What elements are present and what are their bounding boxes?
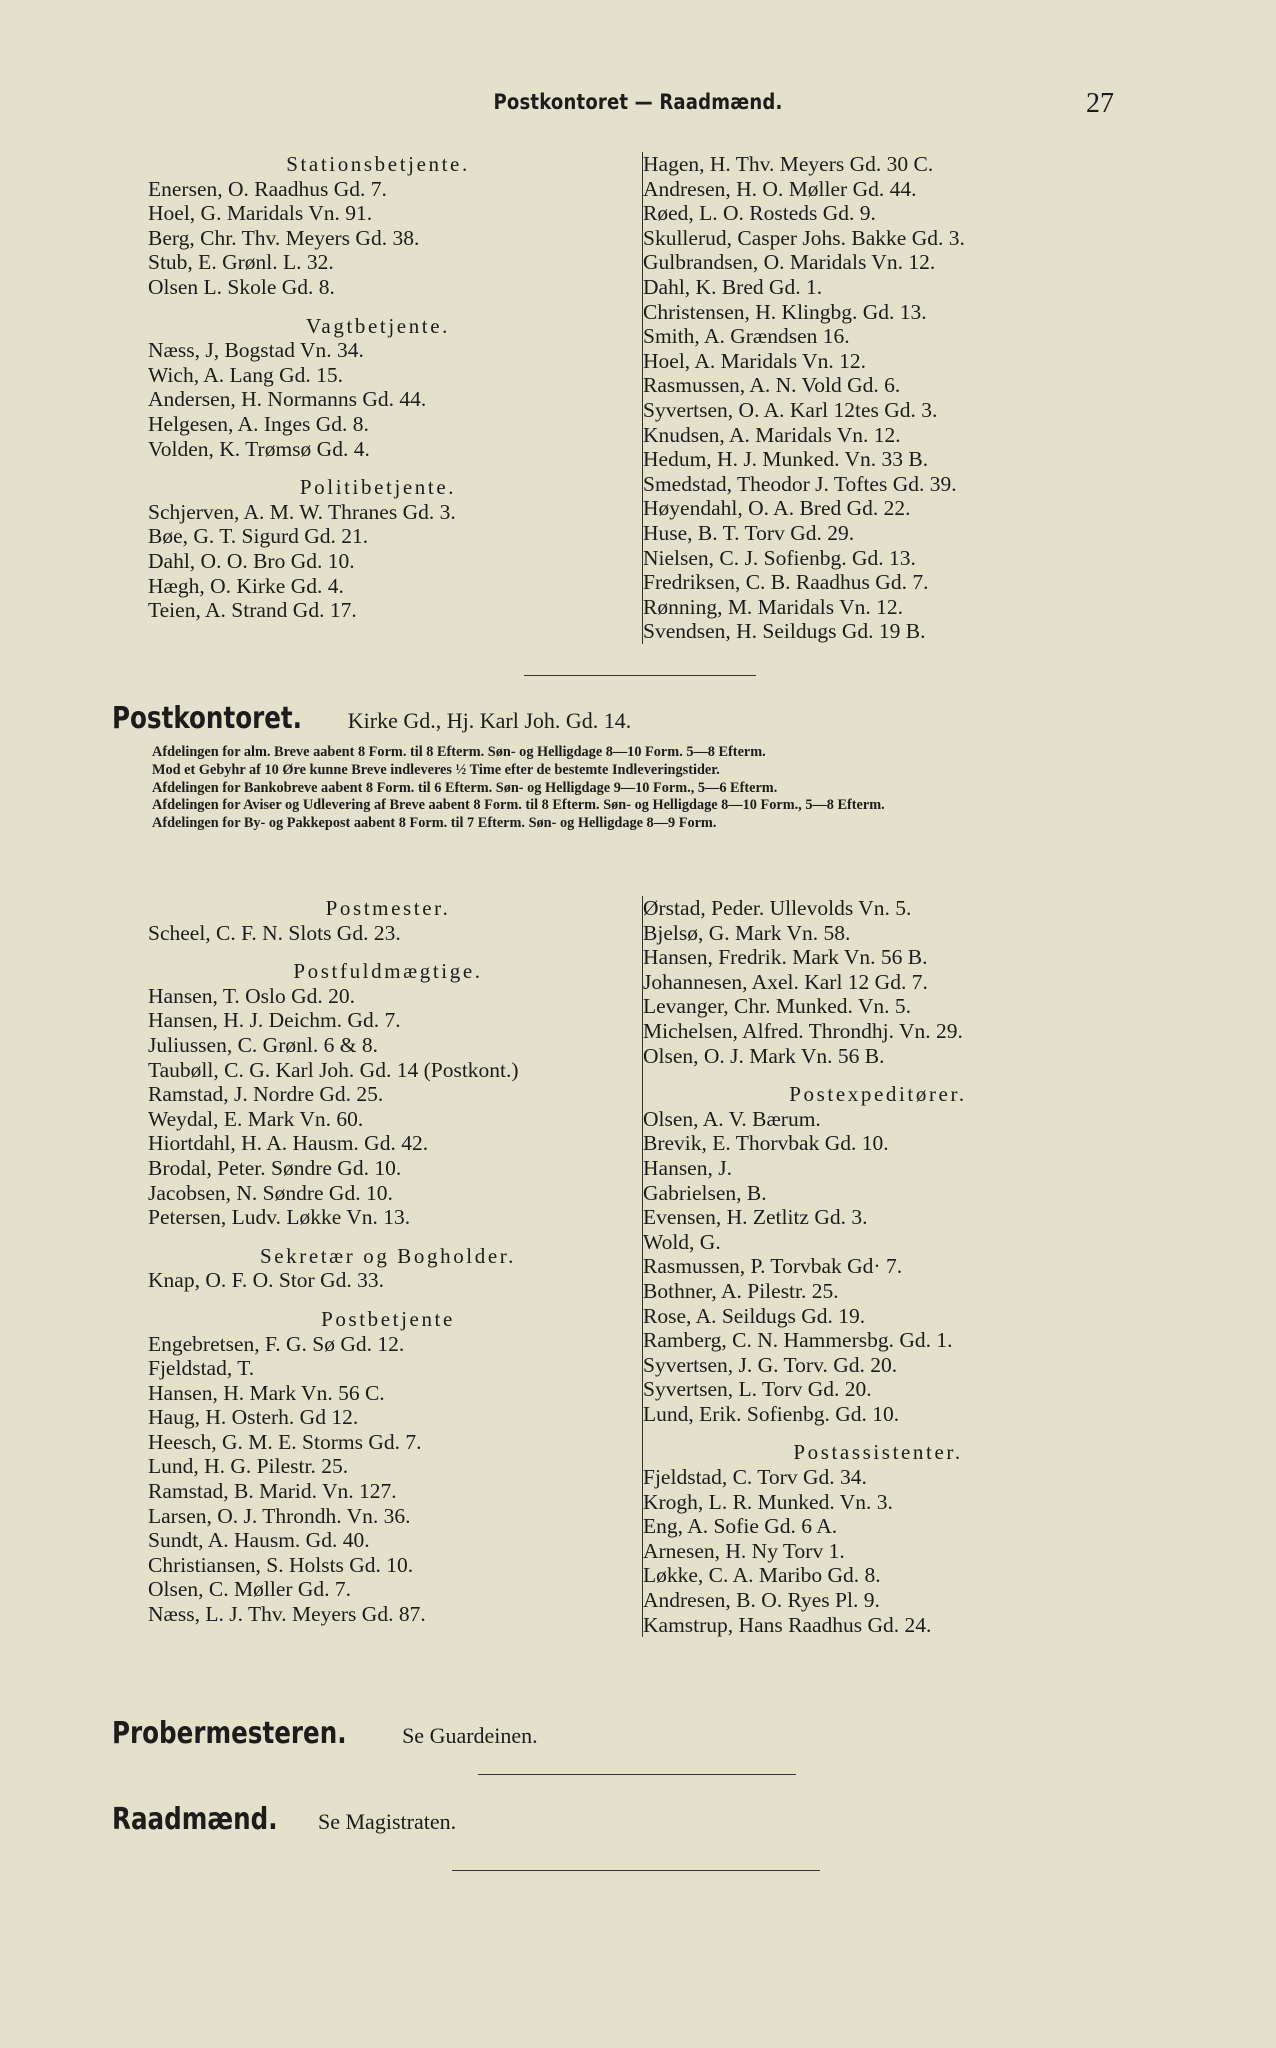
postkontoret-title: Postkontoret.: [112, 701, 303, 736]
list-item: Juliussen, C. Grønl. 6 & 8.: [148, 1032, 378, 1057]
list-item: Rønning, M. Maridals Vn. 12.: [643, 594, 903, 619]
list-postfuldmaegtige: [148, 984, 628, 1230]
list-item: Knudsen, A. Maridals Vn. 12.: [643, 422, 901, 447]
list-item: Syvertsen, O. A. Karl 12tes Gd. 3.: [643, 397, 938, 422]
list-stationsbetjente: [148, 177, 608, 300]
list-item: Kamstrup, Hans Raadhus Gd. 24.: [643, 1612, 932, 1637]
list-item: Fredriksen, C. B. Raadhus Gd. 7.: [643, 570, 929, 595]
list-item: Hansen, J.: [643, 1155, 732, 1180]
list-item: Løkke, C. A. Maribo Gd. 8.: [643, 1563, 881, 1588]
list-item: Skullerud, Casper Johs. Bakke Gd. 3.: [643, 225, 965, 250]
page-header: [0, 88, 1276, 128]
running-head: Postkontoret — Raadmænd.: [493, 90, 783, 114]
list-item: Heesch, G. M. E. Storms Gd. 7.: [148, 1429, 422, 1454]
list-item: Eng, A. Sofie Gd. 6 A.: [643, 1514, 838, 1539]
list-item: Knap, O. F. O. Stor Gd. 33.: [148, 1268, 384, 1293]
list-item: Hansen, T. Oslo Gd. 20.: [148, 983, 356, 1008]
list-item: Fjeldstad, C. Torv Gd. 34.: [643, 1465, 867, 1490]
list-item: Rasmussen, A. N. Vold Gd. 6.: [643, 373, 901, 398]
list-item: Johannesen, Axel. Karl 12 Gd. 7.: [643, 969, 928, 994]
opening-hours-note: Mod et Gebyhr af 10 Øre kunne Breve indleveres ½ Time efter de bestemte Indleveringstider.: [152, 761, 720, 778]
list-item: Syvertsen, J. G. Torv. Gd. 20.: [643, 1352, 898, 1377]
list-item: Krogh, L. R. Munked. Vn. 3.: [643, 1489, 893, 1514]
list-item: Hoel, A. Maridals Vn. 12.: [643, 348, 866, 373]
page-number: 27: [1086, 88, 1114, 119]
probermesteren-ref: Se Guardeinen.: [402, 1723, 538, 1748]
opening-hours-note: Afdelingen for Bankobreve aabent 8 Form. til 6 Efterm. Søn- og Helligdage 9—10 Form., 5—6 Efterm.: [152, 779, 778, 796]
section-heading-postbetjente: Postbetjente: [321, 1306, 455, 1331]
list-item: Hægh, O. Kirke Gd. 4.: [148, 573, 344, 598]
list-item: Næss, L. J. Thv. Meyers Gd. 87.: [148, 1602, 426, 1627]
list-item: Taubøll, C. G. Karl Joh. Gd. 14 (Postkont.): [148, 1057, 519, 1082]
list-item: Smedstad, Theodor J. Toftes Gd. 39.: [643, 471, 957, 496]
list-item: Gabrielsen, B.: [643, 1180, 767, 1205]
list-item: Andresen, H. O. Møller Gd. 44.: [643, 176, 917, 201]
top-left-column: [148, 152, 608, 623]
postkontoret-address: Kirke Gd., Hj. Karl Joh. Gd. 14.: [347, 708, 632, 733]
section-heading-politibetjente: Politibetjente.: [299, 475, 457, 500]
list-item: Hansen, H. Mark Vn. 56 C.: [148, 1380, 385, 1405]
list-item: Høyendahl, O. A. Bred Gd. 22.: [643, 496, 911, 521]
list-item: Arnesen, H. Ny Torv 1.: [643, 1538, 845, 1563]
list-sekretaer: [148, 1268, 628, 1293]
section-divider: [524, 675, 756, 676]
list-item: Scheel, C. F. N. Slots Gd. 23.: [148, 920, 401, 945]
postkontoret-heading: [112, 701, 631, 736]
list-item: Andresen, B. O. Ryes Pl. 9.: [643, 1588, 880, 1613]
section-heading-stationsbetjente: Stationsbetjente.: [286, 152, 470, 176]
list-item: Teien, A. Strand Gd. 17.: [148, 598, 357, 623]
section-heading-postfuldmaegtige: Postfuldmægtige.: [293, 959, 483, 984]
list-item: Stub, E. Grønl. L. 32.: [148, 250, 334, 275]
opening-hours-notes: [112, 744, 1117, 833]
list-item: Hiortdahl, H. A. Hausm. Gd. 42.: [148, 1131, 429, 1156]
raadmaend-ref: Se Magistraten.: [318, 1809, 457, 1834]
raadmaend-heading: [112, 1802, 456, 1837]
list-postbetjente-continued: [643, 896, 1113, 1068]
opening-hours-note: Afdelingen for By- og Pakkepost aabent 8 Form. til 7 Efterm. Søn- og Helligdage 8—9 Form.: [152, 815, 717, 832]
list-item: Olsen, C. Møller Gd. 7.: [148, 1577, 352, 1602]
list-item: Syvertsen, L. Torv Gd. 20.: [643, 1377, 872, 1402]
list-postexpeditorer: [643, 1107, 1113, 1427]
list-item: Brodal, Peter. Søndre Gd. 10.: [148, 1155, 402, 1180]
list-item: Røed, L. O. Rosteds Gd. 9.: [643, 201, 876, 226]
list-item: Svendsen, H. Seildugs Gd. 19 B.: [643, 619, 926, 644]
list-item: Sundt, A. Hausm. Gd. 40.: [148, 1528, 370, 1553]
list-item: Weydal, E. Mark Vn. 60.: [148, 1106, 364, 1131]
bottom-left-column: [148, 896, 628, 1627]
list-item: Brevik, E. Thorvbak Gd. 10.: [643, 1131, 889, 1156]
list-item: Schjerven, A. M. W. Thranes Gd. 3.: [148, 499, 456, 524]
list-item: Fjeldstad, T.: [148, 1356, 255, 1381]
section-heading-postmester: Postmester.: [325, 896, 451, 920]
list-item: Ramstad, J. Nordre Gd. 25.: [148, 1082, 384, 1107]
list-item: Petersen, Ludv. Løkke Vn. 13.: [148, 1205, 411, 1230]
probermesteren-heading: [112, 1716, 538, 1751]
list-item: Larsen, O. J. Throndh. Vn. 36.: [148, 1503, 411, 1528]
list-item: Andersen, H. Normanns Gd. 44.: [148, 387, 427, 412]
list-postbetjente: [148, 1332, 628, 1627]
section-divider: [452, 1870, 820, 1871]
list-item: Hansen, H. J. Deichm. Gd. 7.: [148, 1008, 401, 1033]
opening-hours-note: Afdelingen for alm. Breve aabent 8 Form. til 8 Efterm. Søn- og Helligdage 8—10 Form. 5—8 Efterm.: [152, 744, 766, 760]
list-item: Helgesen, A. Inges Gd. 8.: [148, 411, 369, 436]
list-item: Bøe, G. T. Sigurd Gd. 21.: [148, 524, 369, 549]
list-item: Volden, K. Trømsø Gd. 4.: [148, 436, 370, 461]
top-right-column: [642, 152, 1113, 644]
list-item: Hedum, H. J. Munked. Vn. 33 B.: [643, 447, 929, 472]
list-item: Bjelsø, G. Mark Vn. 58.: [643, 920, 851, 945]
list-item: Lund, H. G. Pilestr. 25.: [148, 1454, 349, 1479]
list-item: Jacobsen, N. Søndre Gd. 10.: [148, 1180, 393, 1205]
list-item: Olsen, A. V. Bærum.: [643, 1106, 821, 1131]
list-item: Huse, B. T. Torv Gd. 29.: [643, 520, 855, 545]
list-item: Wich, A. Lang Gd. 15.: [148, 362, 343, 387]
list-item: Dahl, K. Bred Gd. 1.: [643, 274, 823, 299]
list-item: Rasmussen, P. Torvbak Gd· 7.: [643, 1254, 903, 1279]
list-item: Ramstad, B. Marid. Vn. 127.: [148, 1479, 397, 1504]
section-heading-vagtbetjente: Vagtbetjente.: [305, 313, 450, 338]
list-item: Rose, A. Seildugs Gd. 19.: [643, 1303, 866, 1328]
probermesteren-title: Probermesteren.: [112, 1716, 347, 1751]
list-item: Christiansen, S. Holsts Gd. 10.: [148, 1552, 414, 1577]
list-postassistenter: [643, 1465, 1113, 1637]
list-item: Hansen, Fredrik. Mark Vn. 56 B.: [643, 945, 928, 970]
list-politibetjente: [148, 500, 608, 623]
bottom-right-column: [642, 896, 1113, 1637]
list-item: Olsen L. Skole Gd. 8.: [148, 274, 335, 299]
list-item: Næss, J, Bogstad Vn. 34.: [148, 338, 364, 363]
list-item: Ørstad, Peder. Ullevolds Vn. 5.: [643, 896, 912, 920]
opening-hours-note: Afdelingen for Aviser og Udlevering af Breve aabent 8 Form. til 8 Efterm. Søn- og Helligdage 8—10 Form., 5—8 Efterm.: [152, 797, 885, 814]
raadmaend-title: Raadmænd.: [112, 1802, 278, 1837]
list-item: Berg, Chr. Thv. Meyers Gd. 38.: [148, 225, 420, 250]
list-item: Ramberg, C. N. Hammersbg. Gd. 1.: [643, 1328, 953, 1353]
list-item: Christensen, H. Klingbg. Gd. 13.: [643, 299, 927, 324]
list-item: Nielsen, C. J. Sofienbg. Gd. 13.: [643, 545, 916, 570]
list-item: Smith, A. Grændsen 16.: [643, 324, 850, 349]
list-stationsbetjente-continued: [643, 152, 1113, 644]
list-item: Gulbrandsen, O. Maridals Vn. 12.: [643, 250, 936, 275]
list-item: Hagen, H. Thv. Meyers Gd. 30 C.: [643, 152, 934, 176]
list-item: Engebretsen, F. G. Sø Gd. 12.: [148, 1331, 405, 1356]
list-item: Levanger, Chr. Munked. Vn. 5.: [643, 994, 912, 1019]
section-heading-postassistenter: Postassistenter.: [793, 1440, 963, 1465]
list-item: Evensen, H. Zetlitz Gd. 3.: [643, 1205, 868, 1230]
list-item: Haug, H. Osterh. Gd 12.: [148, 1405, 359, 1430]
section-divider: [478, 1774, 796, 1775]
list-item: Olsen, O. J. Mark Vn. 56 B.: [643, 1043, 885, 1068]
list-item: Michelsen, Alfred. Throndhj. Vn. 29.: [643, 1018, 963, 1043]
list-item: Hoel, G. Maridals Vn. 91.: [148, 201, 373, 226]
list-item: Dahl, O. O. Bro Gd. 10.: [148, 548, 355, 573]
list-postmester: [148, 921, 628, 946]
list-item: Lund, Erik. Sofienbg. Gd. 10.: [643, 1401, 900, 1426]
section-heading-postexpeditorer: Postexpeditører.: [789, 1082, 967, 1107]
section-heading-sekretaer: Sekretær og Bogholder.: [259, 1243, 517, 1268]
list-vagtbetjente: [148, 338, 608, 461]
list-item: Wold, G.: [643, 1229, 721, 1254]
list-item: Enersen, O. Raadhus Gd. 7.: [148, 176, 387, 201]
list-item: Bothner, A. Pilestr. 25.: [643, 1278, 839, 1303]
